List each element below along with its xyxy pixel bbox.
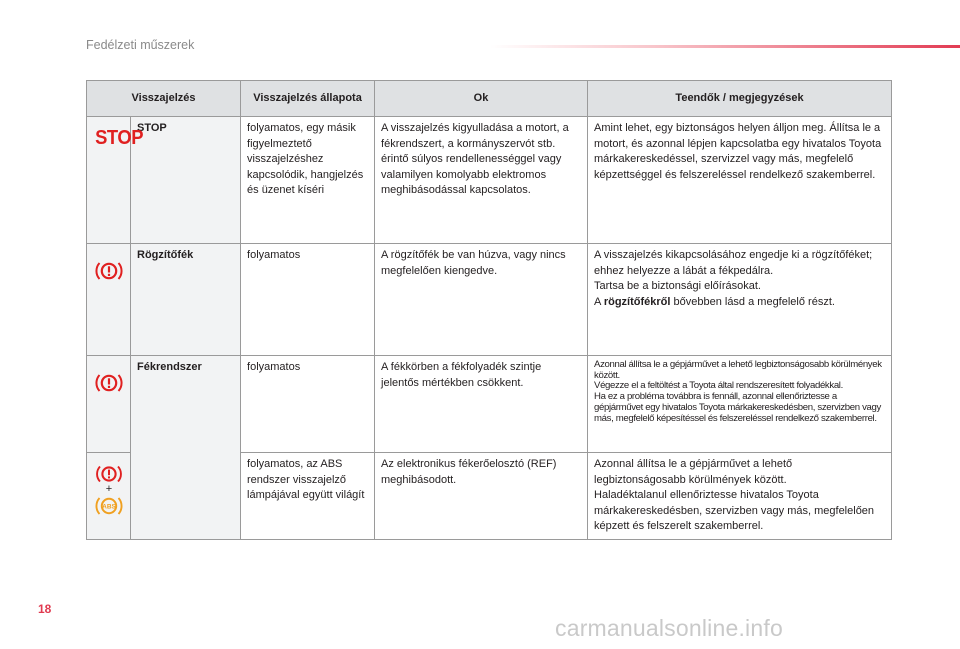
warning-lights-table [86, 80, 892, 540]
action-text: bővebben lásd a megfelelő részt. [670, 295, 835, 308]
indicator-cell [87, 117, 144, 244]
indicator-state: folyamatos, egy másik figyelmeztető visszajelzéshez kapcsolódik, hangjelzés és üzenet kíséri [241, 117, 375, 244]
brake-abs-warning-icon [93, 464, 125, 517]
column-header: Visszajelzés [87, 81, 241, 117]
indicator-cause: A fékkörben a fékfolyadék szintje jelentős mértékben csökkent. [375, 356, 588, 453]
indicator-state: folyamatos [241, 244, 375, 356]
action-line: Azonnal állítsa le a gépjárművet a lehető legbiztonságosabb körülmények között. [594, 359, 882, 381]
column-header: Teendők / megjegyzések [588, 81, 892, 117]
indicator-state: folyamatos, az ABS rendszer visszajelző lámpájával együtt világít [241, 453, 375, 540]
watermark: carmanualsonline.info [555, 615, 783, 641]
indicator-cell [87, 453, 131, 540]
indicator-cell [87, 356, 131, 453]
table-row [87, 117, 892, 244]
indicator-name: STOP [131, 117, 241, 244]
stop-icon: STOP [95, 127, 144, 149]
action-line: Végezze el a feltöltést a Toyota által rendszeresített folyadékkal. [594, 380, 843, 392]
indicator-action [588, 244, 892, 356]
indicator-cell [87, 244, 131, 356]
indicator-action [588, 453, 892, 540]
plus-sign: + [105, 483, 113, 495]
indicator-name: Fékrendszer [131, 356, 241, 540]
action-text: A [594, 295, 604, 308]
action-line: A visszajelzés kikapcsolásához engedje ki a rögzítőféket; ehhez helyezze a lábát a fékpedálra. [594, 249, 873, 277]
page-number: 18 [38, 602, 52, 616]
column-header: Visszajelzés állapota [241, 81, 375, 117]
page-section-title: Fedélzeti műszerek [86, 38, 195, 52]
indicator-action [588, 356, 892, 453]
indicator-state: folyamatos [241, 356, 375, 453]
table-row [87, 356, 892, 453]
action-line: Azonnal állítsa le a gépjárművet a lehető legbiztonságosabb körülmények között. [594, 458, 793, 486]
indicator-action: Amint lehet, egy biztonságos helyen álljon meg. Állítsa le a motort, és azonnal lépjen kapcsolatba egy hivatalos Toyota márkakereskedéssel, szervizzel vagy más, megfelelő képzettséggel és felszereléssel rendelkező szakemberrel. [588, 117, 892, 244]
indicator-cause: Az elektronikus fékerőelosztó (REF) meghibásodott. [375, 453, 588, 540]
brake-system-warning-icon [93, 372, 125, 394]
abs-icon [93, 495, 125, 517]
indicator-cause: A rögzítőfék be van húzva, vagy nincs megfelelően kiengedve. [375, 244, 588, 356]
action-text-bold: rögzítőfékről [603, 295, 671, 308]
abs-label: ABS [102, 503, 116, 511]
table-header-row [87, 81, 892, 117]
column-header: Ok [375, 81, 588, 117]
indicator-name: Rögzítőfék [131, 244, 241, 356]
header-accent-line [490, 45, 960, 48]
action-line: Tartsa be a biztonsági előírásokat. [594, 280, 761, 292]
action-line: Ha ez a probléma továbbra is fennáll, azonnal ellenőriztesse a gépjárművet egy hivatalos Toyota márkakereskedésben, szervizben vagy más, megfelelő képesítéssel és felszereléssel rendelkező szakemberrel. [594, 391, 881, 424]
parking-brake-warning-icon [93, 260, 125, 282]
action-line [594, 295, 886, 311]
action-line: Haladéktalanul ellenőriztesse hivatalos Toyota márkakereskedésben, szervizben vagy más, megfelelően képzett és felszerelt szakemberrel. [594, 489, 875, 532]
table-row [87, 244, 892, 356]
indicator-cause: A visszajelzés kigyulladása a motort, a fékrendszert, a kormányszervót stb. érintő súlyos rendellenességgel vagy valamilyen komolyabb elektromos meghibásodással kapcsolatos. [375, 117, 588, 244]
